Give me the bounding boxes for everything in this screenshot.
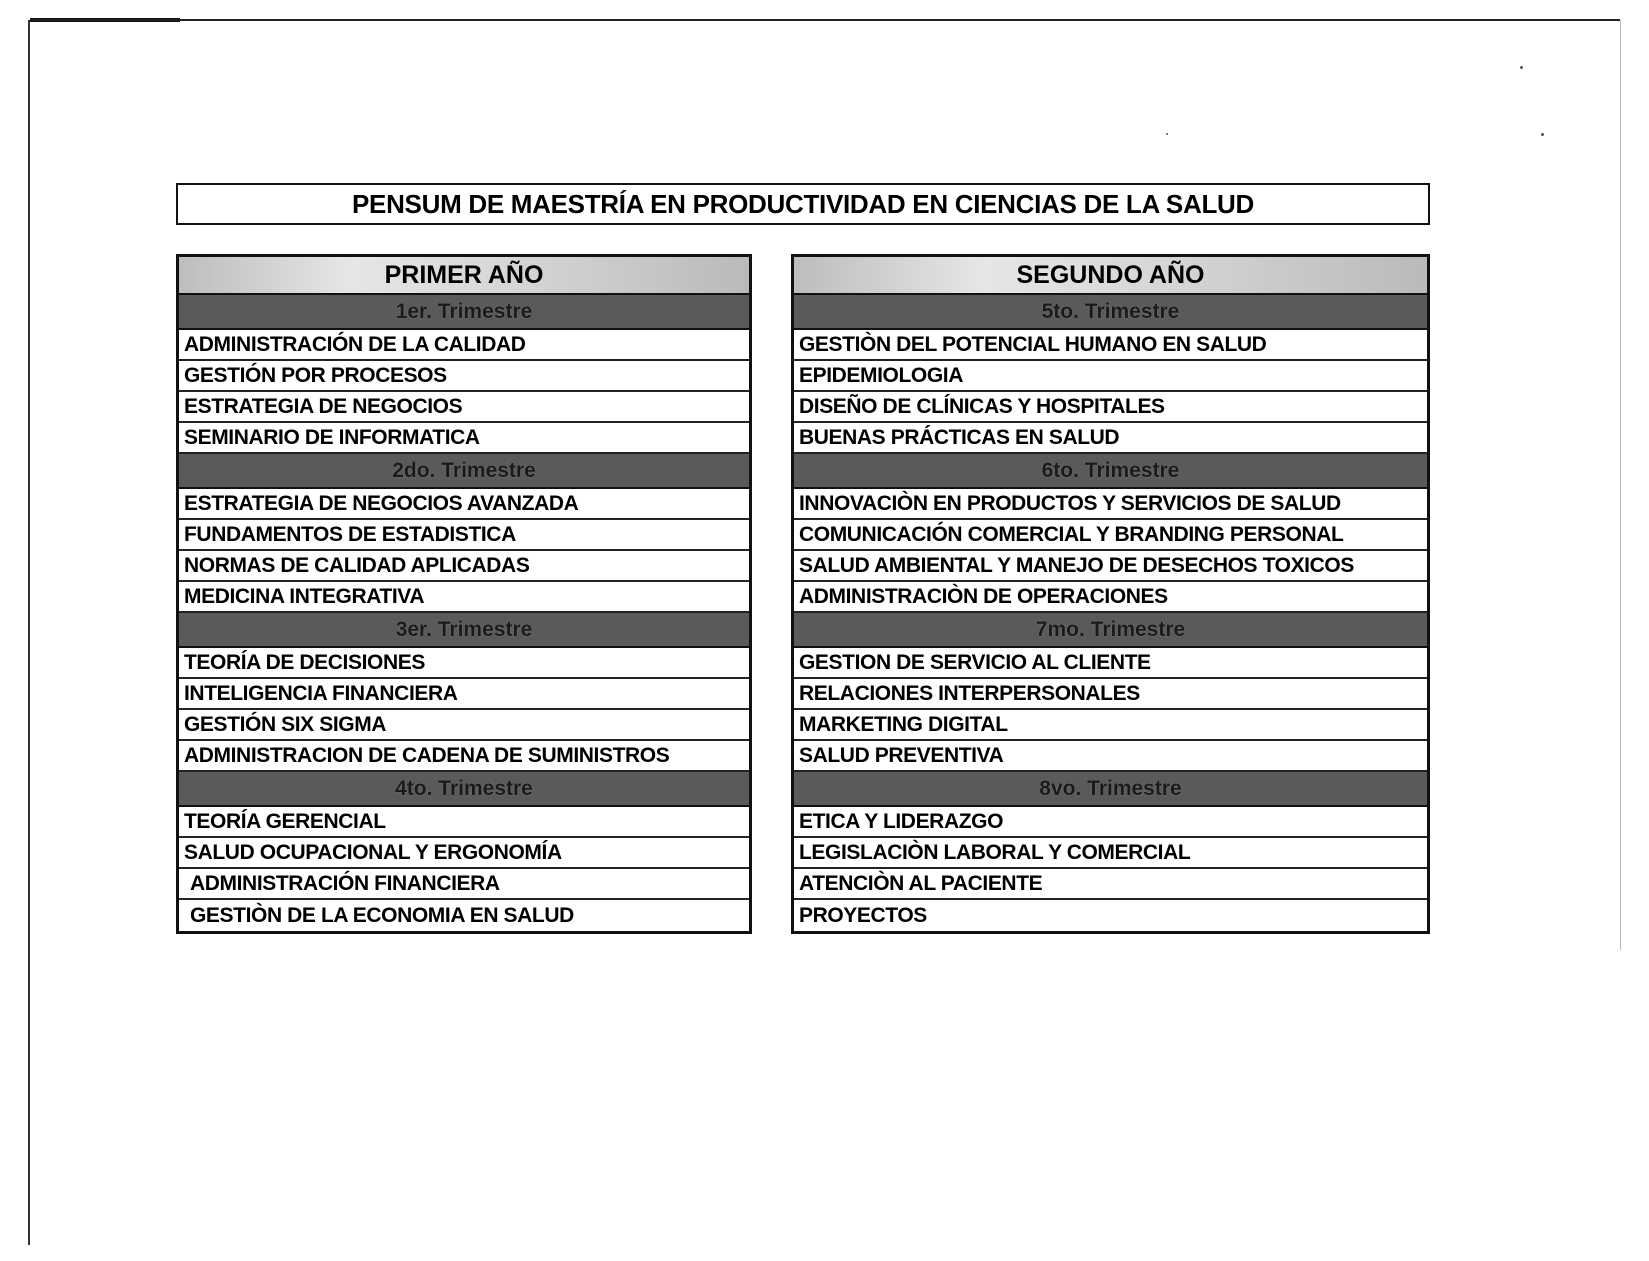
course-row: TEORÍA GERENCIAL [179,807,749,838]
course-row: SEMINARIO DE INFORMATICA [179,423,749,454]
year-table-primer [176,254,752,934]
course-row: FUNDAMENTOS DE ESTADISTICA [179,520,749,551]
trimester-header: 7mo. Trimestre [794,613,1427,648]
course-row: GESTIÒN DE LA ECONOMIA EN SALUD [190,903,574,927]
trimester-header: 5to. Trimestre [794,295,1427,330]
course-row: SALUD OCUPACIONAL Y ERGONOMÍA [179,838,749,869]
course-row: GESTIÓN SIX SIGMA [179,710,749,741]
course-row: ADMINISTRACIÒN DE OPERACIONES [794,582,1427,613]
course-row: RELACIONES INTERPERSONALES [794,679,1427,710]
trimester-header: 2do. Trimestre [179,454,749,489]
course-row: TEORÍA DE DECISIONES [179,648,749,679]
scan-border-right [1620,20,1621,950]
course-row: ESTRATEGIA DE NEGOCIOS AVANZADA [179,489,749,520]
course-row: DISEÑO DE CLÍNICAS Y HOSPITALES [794,392,1427,423]
trimester-header: 4to. Trimestre [179,772,749,807]
course-row: COMUNICACIÓN COMERCIAL Y BRANDING PERSONAL [794,520,1427,551]
scan-speck [1541,133,1544,136]
scan-speck [1520,66,1523,69]
course-row: ADMINISTRACIÓN DE LA CALIDAD [179,330,749,361]
course-row: PROYECTOS [799,903,927,927]
course-row: GESTIÒN DEL POTENCIAL HUMANO EN SALUD [794,330,1427,361]
trimester-header: 8vo. Trimestre [794,772,1427,807]
course-row: BUENAS PRÁCTICAS EN SALUD [794,423,1427,454]
trimester-header: 3er. Trimestre [179,613,749,648]
course-row: EPIDEMIOLOGIA [794,361,1427,392]
year-header: PRIMER AÑO [179,257,749,295]
course-row: MARKETING DIGITAL [794,710,1427,741]
trimester-header: 6to. Trimestre [794,454,1427,489]
year-header: SEGUNDO AÑO [794,257,1427,295]
course-row: GESTIÓN POR PROCESOS [179,361,749,392]
course-row: MEDICINA INTEGRATIVA [179,582,749,613]
course-row: LEGISLACIÒN LABORAL Y COMERCIAL [794,838,1427,869]
page-title: PENSUM DE MAESTRÍA EN PRODUCTIVIDAD EN CIENCIAS DE LA SALUD [176,183,1430,225]
year-table-segundo [791,254,1430,934]
course-row: NORMAS DE CALIDAD APLICADAS [179,551,749,582]
course-row: ESTRATEGIA DE NEGOCIOS [179,392,749,423]
course-row: ADMINISTRACION DE CADENA DE SUMINISTROS [179,741,749,772]
course-row: ETICA Y LIDERAZGO [794,807,1427,838]
course-row: INNOVACIÒN EN PRODUCTOS Y SERVICIOS DE SALUD [794,489,1427,520]
trimester-header: 1er. Trimestre [179,295,749,330]
scan-border-left [28,20,30,1245]
course-row: INTELIGENCIA FINANCIERA [179,679,749,710]
scan-border-top [30,19,1620,21]
course-row: SALUD AMBIENTAL Y MANEJO DE DESECHOS TOXICOS [794,551,1427,582]
scan-speck [1166,133,1168,135]
course-row: SALUD PREVENTIVA [794,741,1427,772]
course-row: GESTION DE SERVICIO AL CLIENTE [794,648,1427,679]
course-row: ATENCIÒN AL PACIENTE [794,869,1427,900]
course-row: ADMINISTRACIÓN FINANCIERA [179,869,749,900]
